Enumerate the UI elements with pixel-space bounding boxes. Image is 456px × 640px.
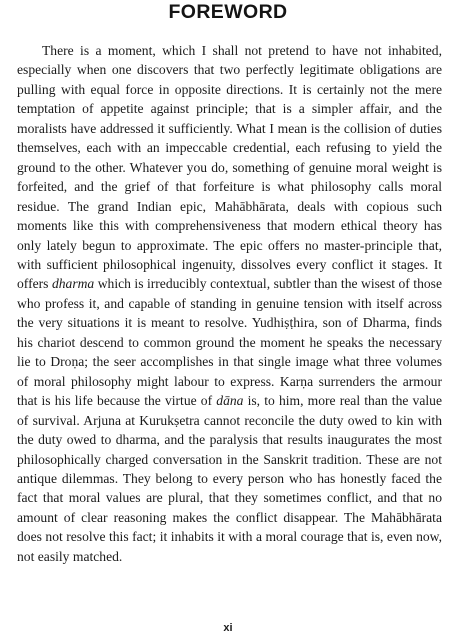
chapter-heading: FOREWORD <box>168 1 288 23</box>
italic-term-dharma: dharma <box>51 276 95 292</box>
paragraph-text-part-2: which is irreducibly contextual, subtler than the wisest of those who profess it, and capable of standing in genuine tension with itself across the very situations it is meant to resolve. Yudhiṣṭhira, son of Dharma, finds his chariot descend to common ground the moment he speaks the necessary lie to Droṇa; the seer accomplishes in that single image what three volumes of moral philosophy might labour to express. Karṇa surrenders the armour that is his life because the virtue of <box>17 276 442 409</box>
foreword-paragraph <box>17 41 442 566</box>
paragraph-text-part-1: There is a moment, which I shall not pretend to have not inhabited, especially when one discovers that two perfectly legitimate obligations are pulling with equal force in opposite directions. It is certainly not the mere temptation of appetite against principle; that is a simpler affair, and the moralists have addressed it sufficiently. What I mean is the collision of duties themselves, each with an impeccable credential, each refusing to yield the ground to the other. Whatever you do, something of genuine moral weight is forfeited, and the grief of that forfeiture is what philosophy calls moral residue. The grand Indian epic, Mahābhārata, deals with copious such moments like this with comprehensiveness that modern ethical theory has only lately begun to approximate. The epic offers no master-principle that, with sufficient philosophical ingenuity, dissolves every conflict it stages. It offers <box>17 43 442 292</box>
paragraph-text-part-3: is, to him, more real than the value of survival. Arjuna at Kurukṣetra cannot reconcile the duty owed to kin with the duty owed to dharma, and the paralysis that results inaugurates the most philosophically charged conversation in the Sanskrit tradition. These are not antique dilemmas. They belong to every person who has honestly faced the fact that moral values are plural, that they sometimes conflict, and that no amount of clear reasoning makes the conflict disappear. The Mahābhārata does not resolve this fact; it inhabits it with a moral courage that is, even now, not easily matched. <box>17 393 442 564</box>
page-number: xi <box>223 622 233 634</box>
italic-term-dana: dāna <box>216 393 244 409</box>
